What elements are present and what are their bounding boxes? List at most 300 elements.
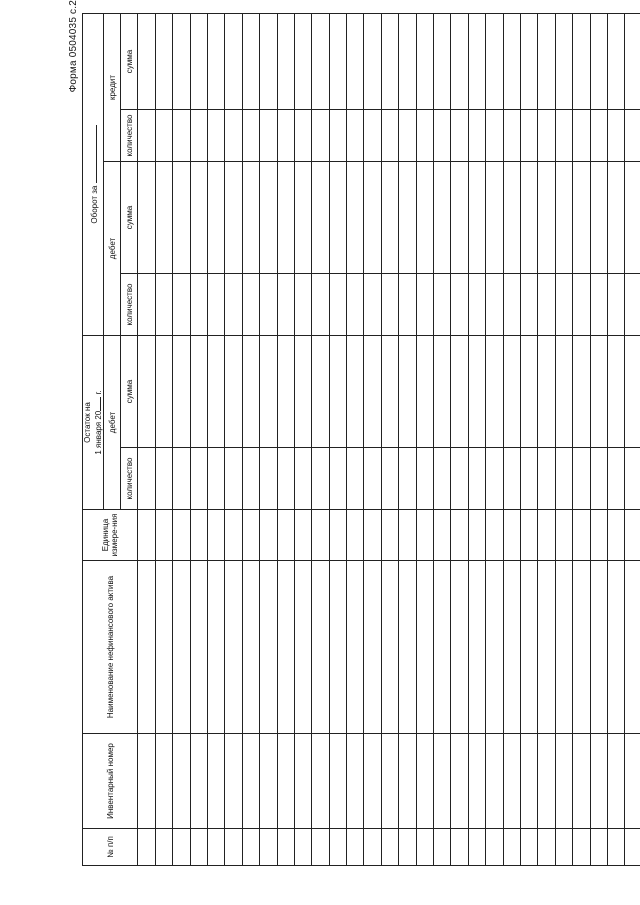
table-cell[interactable] [468, 110, 485, 162]
table-cell[interactable] [294, 448, 311, 510]
table-cell[interactable] [312, 336, 329, 448]
table-cell[interactable] [242, 561, 259, 734]
table-cell[interactable] [607, 448, 624, 510]
table-cell[interactable] [329, 561, 346, 734]
table-cell[interactable] [590, 734, 607, 829]
table-cell[interactable] [520, 162, 537, 274]
table-cell[interactable] [555, 110, 572, 162]
table-cell[interactable] [138, 734, 155, 829]
table-cell[interactable] [573, 561, 590, 734]
table-cell[interactable] [277, 274, 294, 336]
table-cell[interactable] [503, 448, 520, 510]
table-cell[interactable] [520, 510, 537, 561]
table-cell[interactable] [381, 14, 398, 110]
table-cell[interactable] [190, 274, 207, 336]
table-cell[interactable] [468, 510, 485, 561]
table-cell[interactable] [486, 110, 503, 162]
table-cell[interactable] [173, 734, 190, 829]
table-cell[interactable] [312, 110, 329, 162]
table-row [260, 14, 277, 866]
table-cell[interactable] [573, 14, 590, 110]
table-cell[interactable] [555, 829, 572, 866]
table-cell[interactable] [173, 561, 190, 734]
table-cell[interactable] [277, 510, 294, 561]
table-cell[interactable] [573, 829, 590, 866]
table-cell[interactable] [573, 162, 590, 274]
table-cell[interactable] [486, 561, 503, 734]
table-cell[interactable] [607, 510, 624, 561]
table-cell[interactable] [294, 734, 311, 829]
table-cell[interactable] [138, 162, 155, 274]
table-cell[interactable] [155, 162, 172, 274]
table-cell[interactable] [260, 734, 277, 829]
table-cell[interactable] [607, 734, 624, 829]
table-cell[interactable] [503, 829, 520, 866]
table-cell[interactable] [312, 448, 329, 510]
table-cell[interactable] [260, 829, 277, 866]
table-cell[interactable] [573, 274, 590, 336]
table-cell[interactable] [573, 734, 590, 829]
table-row [381, 14, 398, 866]
table-cell[interactable] [520, 734, 537, 829]
table-cell[interactable] [520, 274, 537, 336]
table-cell[interactable] [312, 274, 329, 336]
table-cell[interactable] [277, 336, 294, 448]
table-cell[interactable] [155, 561, 172, 734]
table-cell[interactable] [625, 510, 640, 561]
table-cell[interactable] [381, 734, 398, 829]
table-cell[interactable] [607, 162, 624, 274]
table-cell[interactable] [573, 448, 590, 510]
table-cell[interactable] [520, 110, 537, 162]
table-cell[interactable] [242, 336, 259, 448]
table-cell[interactable] [381, 829, 398, 866]
table-cell[interactable] [329, 274, 346, 336]
table-cell[interactable] [468, 734, 485, 829]
table-cell[interactable] [138, 510, 155, 561]
table-cell[interactable] [590, 162, 607, 274]
table-cell[interactable] [155, 510, 172, 561]
table-cell[interactable] [381, 510, 398, 561]
table-cell[interactable] [260, 561, 277, 734]
table-cell[interactable] [294, 162, 311, 274]
table-cell[interactable] [329, 448, 346, 510]
table-cell[interactable] [329, 734, 346, 829]
table-cell[interactable] [434, 162, 451, 274]
table-cell[interactable] [347, 110, 364, 162]
table-row [468, 14, 485, 866]
table-cell[interactable] [381, 162, 398, 274]
table-cell[interactable] [207, 734, 224, 829]
table-cell[interactable] [138, 448, 155, 510]
table-cell[interactable] [260, 110, 277, 162]
table-cell[interactable] [451, 448, 468, 510]
table-cell[interactable] [607, 14, 624, 110]
table-cell[interactable] [451, 561, 468, 734]
table-cell[interactable] [468, 274, 485, 336]
table-cell[interactable] [312, 561, 329, 734]
table-cell[interactable] [416, 829, 433, 866]
table-cell[interactable] [173, 829, 190, 866]
table-row [625, 14, 640, 866]
table-cell[interactable] [434, 734, 451, 829]
table-cell[interactable] [625, 274, 640, 336]
table-cell[interactable] [625, 734, 640, 829]
table-cell[interactable] [486, 336, 503, 448]
table-cell[interactable] [451, 336, 468, 448]
table-cell[interactable] [625, 110, 640, 162]
table-cell[interactable] [155, 110, 172, 162]
table-cell[interactable] [486, 734, 503, 829]
table-cell[interactable] [520, 829, 537, 866]
table-cell[interactable] [190, 734, 207, 829]
table-cell[interactable] [451, 274, 468, 336]
table-cell[interactable] [538, 110, 555, 162]
table-cell[interactable] [538, 829, 555, 866]
table-cell[interactable] [607, 829, 624, 866]
table-cell[interactable] [329, 110, 346, 162]
table-cell[interactable] [312, 14, 329, 110]
table-cell[interactable] [555, 510, 572, 561]
table-cell[interactable] [451, 734, 468, 829]
table-cell[interactable] [138, 274, 155, 336]
table-cell[interactable] [399, 829, 416, 866]
table-cell[interactable] [347, 14, 364, 110]
table-cell[interactable] [590, 336, 607, 448]
table-cell[interactable] [503, 14, 520, 110]
table-cell[interactable] [625, 448, 640, 510]
table-cell[interactable] [190, 14, 207, 110]
table-cell[interactable] [434, 14, 451, 110]
table-cell[interactable] [399, 448, 416, 510]
table-cell[interactable] [486, 14, 503, 110]
table-cell[interactable] [347, 829, 364, 866]
table-cell[interactable] [538, 510, 555, 561]
table-cell[interactable] [399, 510, 416, 561]
table-cell[interactable] [451, 510, 468, 561]
table-cell[interactable] [260, 448, 277, 510]
header-turnover-debit-quantity: количество [121, 274, 138, 336]
table-cell[interactable] [225, 829, 242, 866]
table-cell[interactable] [155, 336, 172, 448]
table-cell[interactable] [625, 829, 640, 866]
table-cell[interactable] [225, 561, 242, 734]
table-row [555, 14, 572, 866]
table-cell[interactable] [538, 162, 555, 274]
table-cell[interactable] [416, 336, 433, 448]
table-cell[interactable] [294, 274, 311, 336]
table-cell[interactable] [503, 561, 520, 734]
table-cell[interactable] [555, 14, 572, 110]
table-cell[interactable] [347, 336, 364, 448]
table-cell[interactable] [207, 829, 224, 866]
table-cell[interactable] [364, 110, 381, 162]
table-cell[interactable] [225, 336, 242, 448]
table-cell[interactable] [260, 14, 277, 110]
table-cell[interactable] [173, 336, 190, 448]
table-cell[interactable] [434, 829, 451, 866]
table-cell[interactable] [573, 336, 590, 448]
table-cell[interactable] [277, 829, 294, 866]
table-cell[interactable] [381, 110, 398, 162]
table-cell[interactable] [173, 14, 190, 110]
table-cell[interactable] [207, 274, 224, 336]
table-cell[interactable] [520, 561, 537, 734]
table-cell[interactable] [225, 448, 242, 510]
table-cell[interactable] [225, 162, 242, 274]
table-cell[interactable] [486, 162, 503, 274]
table-cell[interactable] [416, 448, 433, 510]
table-cell[interactable] [329, 162, 346, 274]
table-cell[interactable] [381, 336, 398, 448]
table-cell[interactable] [138, 336, 155, 448]
table-cell[interactable] [190, 510, 207, 561]
table-cell[interactable] [590, 448, 607, 510]
table-cell[interactable] [555, 734, 572, 829]
table-cell[interactable] [538, 448, 555, 510]
table-cell[interactable] [294, 336, 311, 448]
table-cell[interactable] [364, 561, 381, 734]
table-cell[interactable] [347, 162, 364, 274]
table-cell[interactable] [173, 448, 190, 510]
table-cell[interactable] [538, 14, 555, 110]
table-cell[interactable] [364, 829, 381, 866]
table-cell[interactable] [399, 336, 416, 448]
table-row [503, 14, 520, 866]
table-cell[interactable] [347, 510, 364, 561]
table-cell[interactable] [555, 162, 572, 274]
table-cell[interactable] [503, 274, 520, 336]
table-cell[interactable] [520, 448, 537, 510]
table-cell[interactable] [260, 162, 277, 274]
table-cell[interactable] [416, 734, 433, 829]
table-cell[interactable] [329, 829, 346, 866]
table-cell[interactable] [399, 110, 416, 162]
table-cell[interactable] [434, 274, 451, 336]
table-cell[interactable] [277, 162, 294, 274]
table-cell[interactable] [242, 829, 259, 866]
table-cell[interactable] [207, 336, 224, 448]
table-cell[interactable] [625, 162, 640, 274]
table-cell[interactable] [416, 162, 433, 274]
table-cell[interactable] [207, 14, 224, 110]
table-cell[interactable] [242, 110, 259, 162]
table-cell[interactable] [486, 510, 503, 561]
table-cell[interactable] [590, 14, 607, 110]
table-cell[interactable] [607, 336, 624, 448]
table-row [590, 14, 607, 866]
table-cell[interactable] [347, 448, 364, 510]
table-cell[interactable] [138, 14, 155, 110]
table-cell[interactable] [607, 110, 624, 162]
table-cell[interactable] [434, 561, 451, 734]
table-cell[interactable] [277, 561, 294, 734]
table-cell[interactable] [503, 162, 520, 274]
table-cell[interactable] [277, 734, 294, 829]
table-cell[interactable] [590, 561, 607, 734]
table-cell[interactable] [277, 448, 294, 510]
table-cell[interactable] [364, 336, 381, 448]
table-cell[interactable] [155, 274, 172, 336]
table-cell[interactable] [294, 561, 311, 734]
table-cell[interactable] [625, 14, 640, 110]
table-cell[interactable] [242, 14, 259, 110]
table-cell[interactable] [503, 110, 520, 162]
table-cell[interactable] [451, 162, 468, 274]
table-cell[interactable] [399, 561, 416, 734]
table-cell[interactable] [538, 336, 555, 448]
table-cell[interactable] [520, 14, 537, 110]
table-cell[interactable] [207, 448, 224, 510]
table-cell[interactable] [190, 448, 207, 510]
table-cell[interactable] [538, 274, 555, 336]
table-cell[interactable] [242, 448, 259, 510]
table-cell[interactable] [242, 734, 259, 829]
table-cell[interactable] [416, 274, 433, 336]
table-cell[interactable] [573, 510, 590, 561]
table-cell[interactable] [416, 14, 433, 110]
table-cell[interactable] [173, 110, 190, 162]
table-cell[interactable] [242, 510, 259, 561]
table-cell[interactable] [225, 274, 242, 336]
table-cell[interactable] [347, 274, 364, 336]
table-cell[interactable] [364, 162, 381, 274]
table-cell[interactable] [468, 561, 485, 734]
table-cell[interactable] [155, 14, 172, 110]
table-cell[interactable] [451, 829, 468, 866]
table-cell[interactable] [555, 274, 572, 336]
table-cell[interactable] [155, 734, 172, 829]
table-cell[interactable] [242, 162, 259, 274]
table-cell[interactable] [173, 510, 190, 561]
table-cell[interactable] [434, 510, 451, 561]
table-cell[interactable] [486, 448, 503, 510]
table-cell[interactable] [312, 162, 329, 274]
table-cell[interactable] [399, 274, 416, 336]
table-cell[interactable] [468, 829, 485, 866]
table-cell[interactable] [225, 510, 242, 561]
table-cell[interactable] [399, 734, 416, 829]
table-cell[interactable] [294, 829, 311, 866]
table-cell[interactable] [399, 162, 416, 274]
table-cell[interactable] [294, 110, 311, 162]
table-cell[interactable] [607, 274, 624, 336]
table-cell[interactable] [381, 561, 398, 734]
table-cell[interactable] [155, 448, 172, 510]
table-cell[interactable] [503, 336, 520, 448]
table-cell[interactable] [155, 829, 172, 866]
table-cell[interactable] [294, 510, 311, 561]
table-cell[interactable] [190, 336, 207, 448]
table-cell[interactable] [416, 510, 433, 561]
table-cell[interactable] [486, 829, 503, 866]
table-cell[interactable] [242, 274, 259, 336]
table-cell[interactable] [260, 274, 277, 336]
table-cell[interactable] [451, 110, 468, 162]
table-cell[interactable] [434, 336, 451, 448]
table-cell[interactable] [225, 734, 242, 829]
table-cell[interactable] [416, 561, 433, 734]
table-cell[interactable] [468, 336, 485, 448]
table-cell[interactable] [260, 510, 277, 561]
table-cell[interactable] [364, 734, 381, 829]
table-cell[interactable] [590, 110, 607, 162]
table-cell[interactable] [364, 448, 381, 510]
table-cell[interactable] [434, 448, 451, 510]
table-cell[interactable] [260, 336, 277, 448]
table-cell[interactable] [555, 448, 572, 510]
table-cell[interactable] [225, 110, 242, 162]
table-cell[interactable] [138, 829, 155, 866]
table-cell[interactable] [312, 829, 329, 866]
table-cell[interactable] [503, 510, 520, 561]
table-cell[interactable] [625, 561, 640, 734]
table-cell[interactable] [347, 734, 364, 829]
table-cell[interactable] [207, 110, 224, 162]
table-cell[interactable] [277, 14, 294, 110]
table-cell[interactable] [503, 734, 520, 829]
table-cell[interactable] [347, 561, 364, 734]
table-cell[interactable] [364, 14, 381, 110]
table-cell[interactable] [555, 561, 572, 734]
table-cell[interactable] [607, 561, 624, 734]
table-cell[interactable] [294, 14, 311, 110]
table-cell[interactable] [468, 448, 485, 510]
table-cell[interactable] [468, 162, 485, 274]
table-row [364, 14, 381, 866]
table-cell[interactable] [486, 274, 503, 336]
table-cell[interactable] [190, 162, 207, 274]
table-cell[interactable] [329, 510, 346, 561]
table-cell[interactable] [416, 110, 433, 162]
table-cell[interactable] [138, 561, 155, 734]
table-cell[interactable] [207, 561, 224, 734]
table-cell[interactable] [520, 336, 537, 448]
table-cell[interactable] [190, 110, 207, 162]
table-cell[interactable] [434, 110, 451, 162]
table-cell[interactable] [329, 336, 346, 448]
ledger-table [82, 13, 640, 866]
table-cell[interactable] [590, 829, 607, 866]
table-cell[interactable] [590, 274, 607, 336]
table-cell[interactable] [207, 510, 224, 561]
table-cell[interactable] [468, 14, 485, 110]
table-cell[interactable] [225, 14, 242, 110]
table-cell[interactable] [312, 510, 329, 561]
table-cell[interactable] [173, 162, 190, 274]
table-cell[interactable] [329, 14, 346, 110]
table-cell[interactable] [364, 510, 381, 561]
table-cell[interactable] [312, 734, 329, 829]
table-cell[interactable] [207, 162, 224, 274]
table-cell[interactable] [538, 734, 555, 829]
table-cell[interactable] [277, 110, 294, 162]
table-cell[interactable] [538, 561, 555, 734]
table-cell[interactable] [625, 336, 640, 448]
table-cell[interactable] [555, 336, 572, 448]
table-cell[interactable] [138, 110, 155, 162]
table-cell[interactable] [590, 510, 607, 561]
table-cell[interactable] [364, 274, 381, 336]
table-cell[interactable] [190, 829, 207, 866]
table-cell[interactable] [451, 14, 468, 110]
table-cell[interactable] [190, 561, 207, 734]
table-cell[interactable] [381, 448, 398, 510]
table-cell[interactable] [381, 274, 398, 336]
table-cell[interactable] [399, 14, 416, 110]
table-cell[interactable] [573, 110, 590, 162]
table-cell[interactable] [173, 274, 190, 336]
